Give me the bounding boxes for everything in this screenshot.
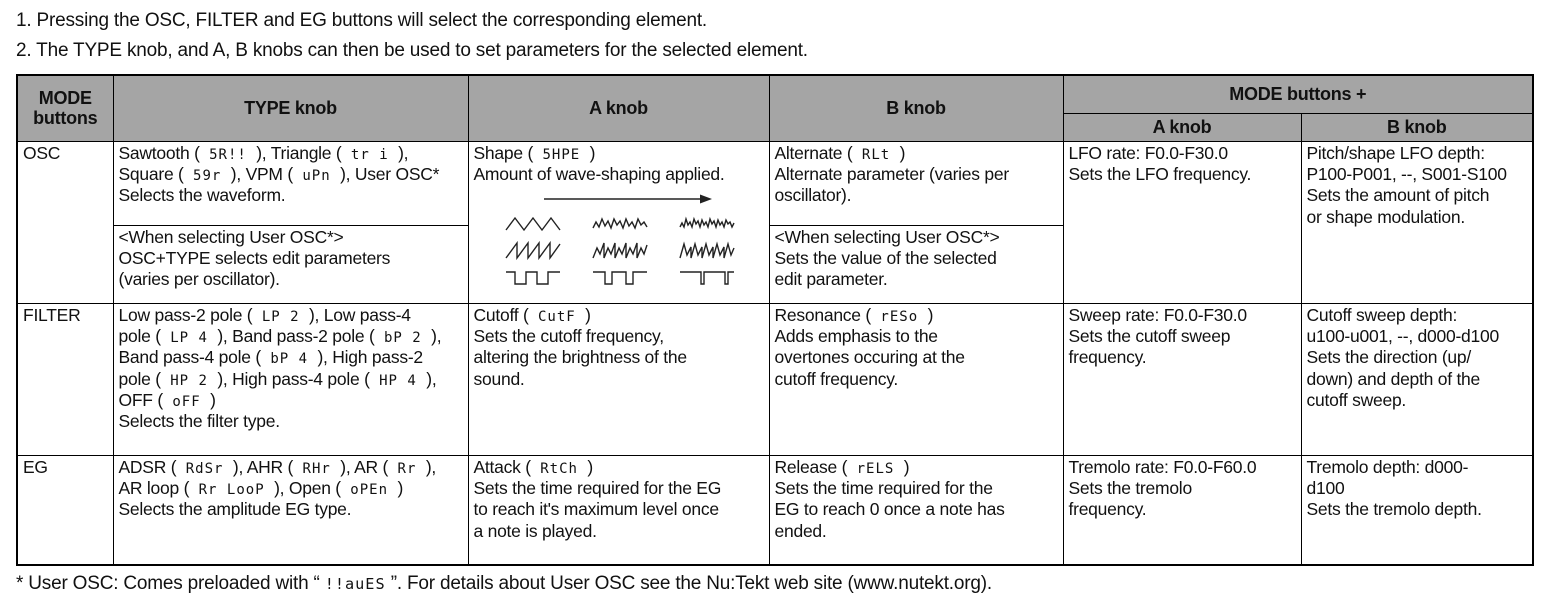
cell-osc-b-user: <When selecting User OSC*> Sets the value of the selected edit parameter. [769,225,1063,303]
sawtooth-wave-icon-3 [678,240,738,262]
intro-line-2: 2. The TYPE knob, and A, B knobs can then be used to set parameters for the selected element. [16,40,808,62]
cell-osc-b-knob: Alternate ( RLt ) Alternate parameter (varies per oscillator). [769,141,1063,225]
row-label-eg: EG [17,455,113,565]
square-wave-icon-2 [591,267,651,289]
header-mode-buttons: MODE buttons [17,75,113,141]
cell-osc-a-knob [468,141,769,303]
row-label-filter: FILTER [17,303,113,455]
cell-eg-type: ADSR ( RdSr ), AHR ( RHr ), AR ( Rr ), AR loop ( Rr LooP ), Open ( oPEn ) Selects the amplitude EG type. [113,455,468,565]
cell-filter-a-knob: Cutoff ( CutF ) Sets the cutoff frequency, altering the brightness of the sound. [468,303,769,455]
cell-osc-type-user: <When selecting User OSC*> OSC+TYPE selects edit parameters (varies per oscillator). [113,225,468,303]
square-wave-icon-1 [504,267,564,289]
triangle-wave-icon-1 [504,213,564,235]
cell-osc-mode-a: LFO rate: F0.0-F30.0 Sets the LFO frequency. [1063,141,1301,303]
sawtooth-wave-icon-1 [504,240,564,262]
cell-eg-mode-b: Tremolo depth: d000- d100 Sets the tremolo depth. [1301,455,1533,565]
params-table [16,74,1534,566]
triangle-wave-icon-2 [591,213,651,235]
header-mode-plus-a-knob: A knob [1063,113,1301,141]
square-wave-icon-3 [678,267,738,289]
cell-osc-a-text: Shape ( 5HPE ) Amount of wave-shaping applied. [473,142,725,184]
header-b-knob: B knob [769,75,1063,141]
cell-filter-mode-a: Sweep rate: F0.0-F30.0 Sets the cutoff sweep frequency. [1063,303,1301,455]
header-type-knob: TYPE knob [113,75,468,141]
cell-filter-mode-b: Cutoff sweep depth: u100-u001, --, d000-d100 Sets the direction (up/ down) and depth of the cutoff sweep. [1301,303,1533,455]
header-mode-buttons-plus: MODE buttons + [1063,75,1533,113]
header-a-knob: A knob [468,75,769,141]
cell-filter-type: Low pass-2 pole ( LP 2 ), Low pass-4 pole ( LP 4 ), Band pass-2 pole ( bP 2 ), Band pass-4 pole ( bP 4 ), High pass-2 pole ( HP 2 ), High pass-4 pole ( HP 4 ), OFF ( oFF ) Selects the filter type. [113,303,468,455]
sawtooth-wave-icon-2 [591,240,651,262]
header-mode-plus-b-knob: B knob [1301,113,1533,141]
intro-line-1: 1. Pressing the OSC, FILTER and EG buttons will select the corresponding element. [16,10,708,31]
cell-eg-b-knob: Release ( rELS ) Sets the time required for the EG to reach 0 once a note has ended. [769,455,1063,565]
cell-eg-a-knob: Attack ( RtCh ) Sets the time required for the EG to reach it's maximum level once a note is played. [468,455,769,565]
cell-osc-type: Sawtooth ( 5R!! ), Triangle ( tr i ), Square ( 59r ), VPM ( uPn ), User OSC* Selects the waveform. [113,141,468,225]
cell-eg-mode-a: Tremolo rate: F0.0-F60.0 Sets the tremolo frequency. [1063,455,1301,565]
triangle-wave-icon-3 [678,213,738,235]
cell-filter-b-knob: Resonance ( rESo ) Adds emphasis to the overtones occuring at the cutoff frequency. [769,303,1063,455]
wave-shaping-diagram [474,188,764,288]
row-label-osc: OSC [17,141,113,303]
footnote-user-osc: * User OSC: Comes preloaded with “ !!auES ”. For details about User OSC see the Nu:Tekt web site (www.nutekt.org). [16,573,992,595]
cell-osc-mode-b: Pitch/shape LFO depth: P100-P001, --, S001-S100 Sets the amount of pitch or shape modulation. [1301,141,1533,303]
right-arrow-icon [542,193,714,204]
